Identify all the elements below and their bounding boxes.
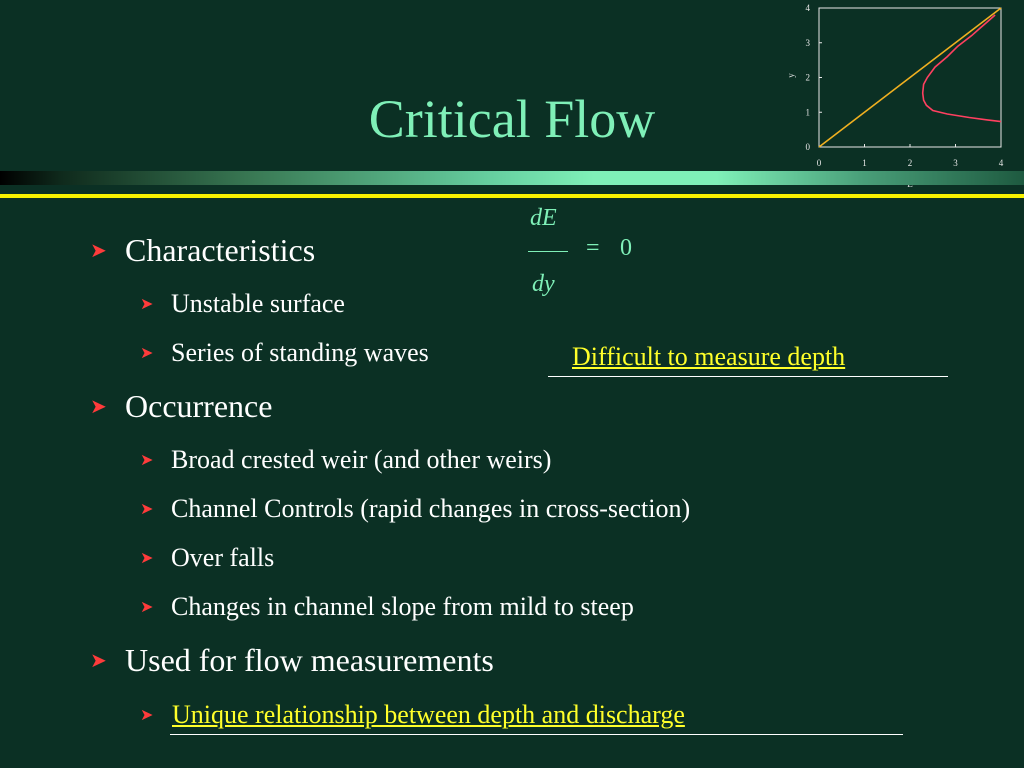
subbullet-broad-crested-weir bbox=[140, 445, 551, 475]
bullet-text: Series of standing waves bbox=[171, 338, 429, 367]
slide-title: Critical Flow bbox=[368, 89, 656, 149]
equation-rhs: 0 bbox=[620, 235, 632, 261]
subbullet-over-falls bbox=[140, 543, 274, 573]
answer-text-2: Unique relationship between depth and discharge bbox=[172, 700, 685, 729]
arrow-bullet-icon: ➤ bbox=[90, 240, 107, 262]
arrow-bullet-icon: ➤ bbox=[140, 550, 154, 567]
x-tick-label: 2 bbox=[907, 158, 913, 168]
bullet-characteristics bbox=[90, 232, 315, 269]
bullet-text: Changes in channel slope from mild to steep bbox=[171, 592, 634, 621]
fraction-bar bbox=[528, 251, 568, 252]
equation-numerator: dE bbox=[530, 205, 557, 231]
subbullet-standing-waves bbox=[140, 338, 429, 368]
equals-sign: = bbox=[586, 235, 600, 261]
arrow-bullet-icon: ➤ bbox=[90, 650, 107, 672]
equation-denominator: dy bbox=[532, 271, 555, 297]
answer-blank-2 bbox=[170, 700, 903, 735]
y-tick-label: 1 bbox=[805, 107, 810, 118]
bullet-text: Unstable surface bbox=[171, 289, 345, 318]
arrow-bullet-icon: ➤ bbox=[90, 396, 107, 418]
arrow-bullet-icon: ➤ bbox=[140, 501, 154, 518]
y-tick-label: 2 bbox=[805, 72, 810, 83]
subbullet-unique-relationship bbox=[140, 700, 171, 730]
arrow-bullet-icon: ➤ bbox=[140, 599, 154, 616]
x-tick-label: 4 bbox=[998, 158, 1004, 168]
arrow-bullet-icon: ➤ bbox=[140, 452, 154, 469]
arrow-bullet-icon: ➤ bbox=[140, 296, 154, 313]
y-tick-label: 4 bbox=[805, 3, 810, 13]
x-tick-label: 3 bbox=[953, 158, 958, 168]
bullet-text: Characteristics bbox=[125, 232, 316, 268]
bullet-text: Broad crested weir (and other weirs) bbox=[171, 445, 552, 474]
subbullet-unstable-surface bbox=[140, 289, 345, 319]
bullet-text: Channel Controls (rapid changes in cross-section) bbox=[171, 494, 691, 523]
x-tick-label: 0 bbox=[816, 158, 822, 168]
critical-flow-equation bbox=[520, 205, 670, 315]
bullet-text: Over falls bbox=[171, 543, 275, 572]
y-tick-label: 0 bbox=[805, 142, 810, 152]
bullet-text: Used for flow measurements bbox=[125, 642, 494, 678]
divider-gradient-bar bbox=[0, 171, 1024, 185]
x-tick-label: 1 bbox=[862, 158, 867, 168]
bullet-flow-measurements bbox=[90, 642, 494, 679]
y-axis-label: y bbox=[786, 73, 796, 78]
subbullet-channel-controls bbox=[140, 494, 690, 524]
answer-blank-1 bbox=[548, 342, 948, 377]
subbullet-slope-changes bbox=[140, 592, 634, 622]
y-tick-label: 3 bbox=[805, 37, 810, 48]
arrow-bullet-icon: ➤ bbox=[140, 345, 154, 362]
divider-yellow-line bbox=[0, 194, 1024, 198]
arrow-bullet-icon: ➤ bbox=[140, 707, 154, 724]
bullet-occurrence bbox=[90, 388, 272, 425]
bullet-text: Occurrence bbox=[125, 388, 273, 424]
answer-text-1: Difficult to measure depth bbox=[572, 342, 846, 371]
